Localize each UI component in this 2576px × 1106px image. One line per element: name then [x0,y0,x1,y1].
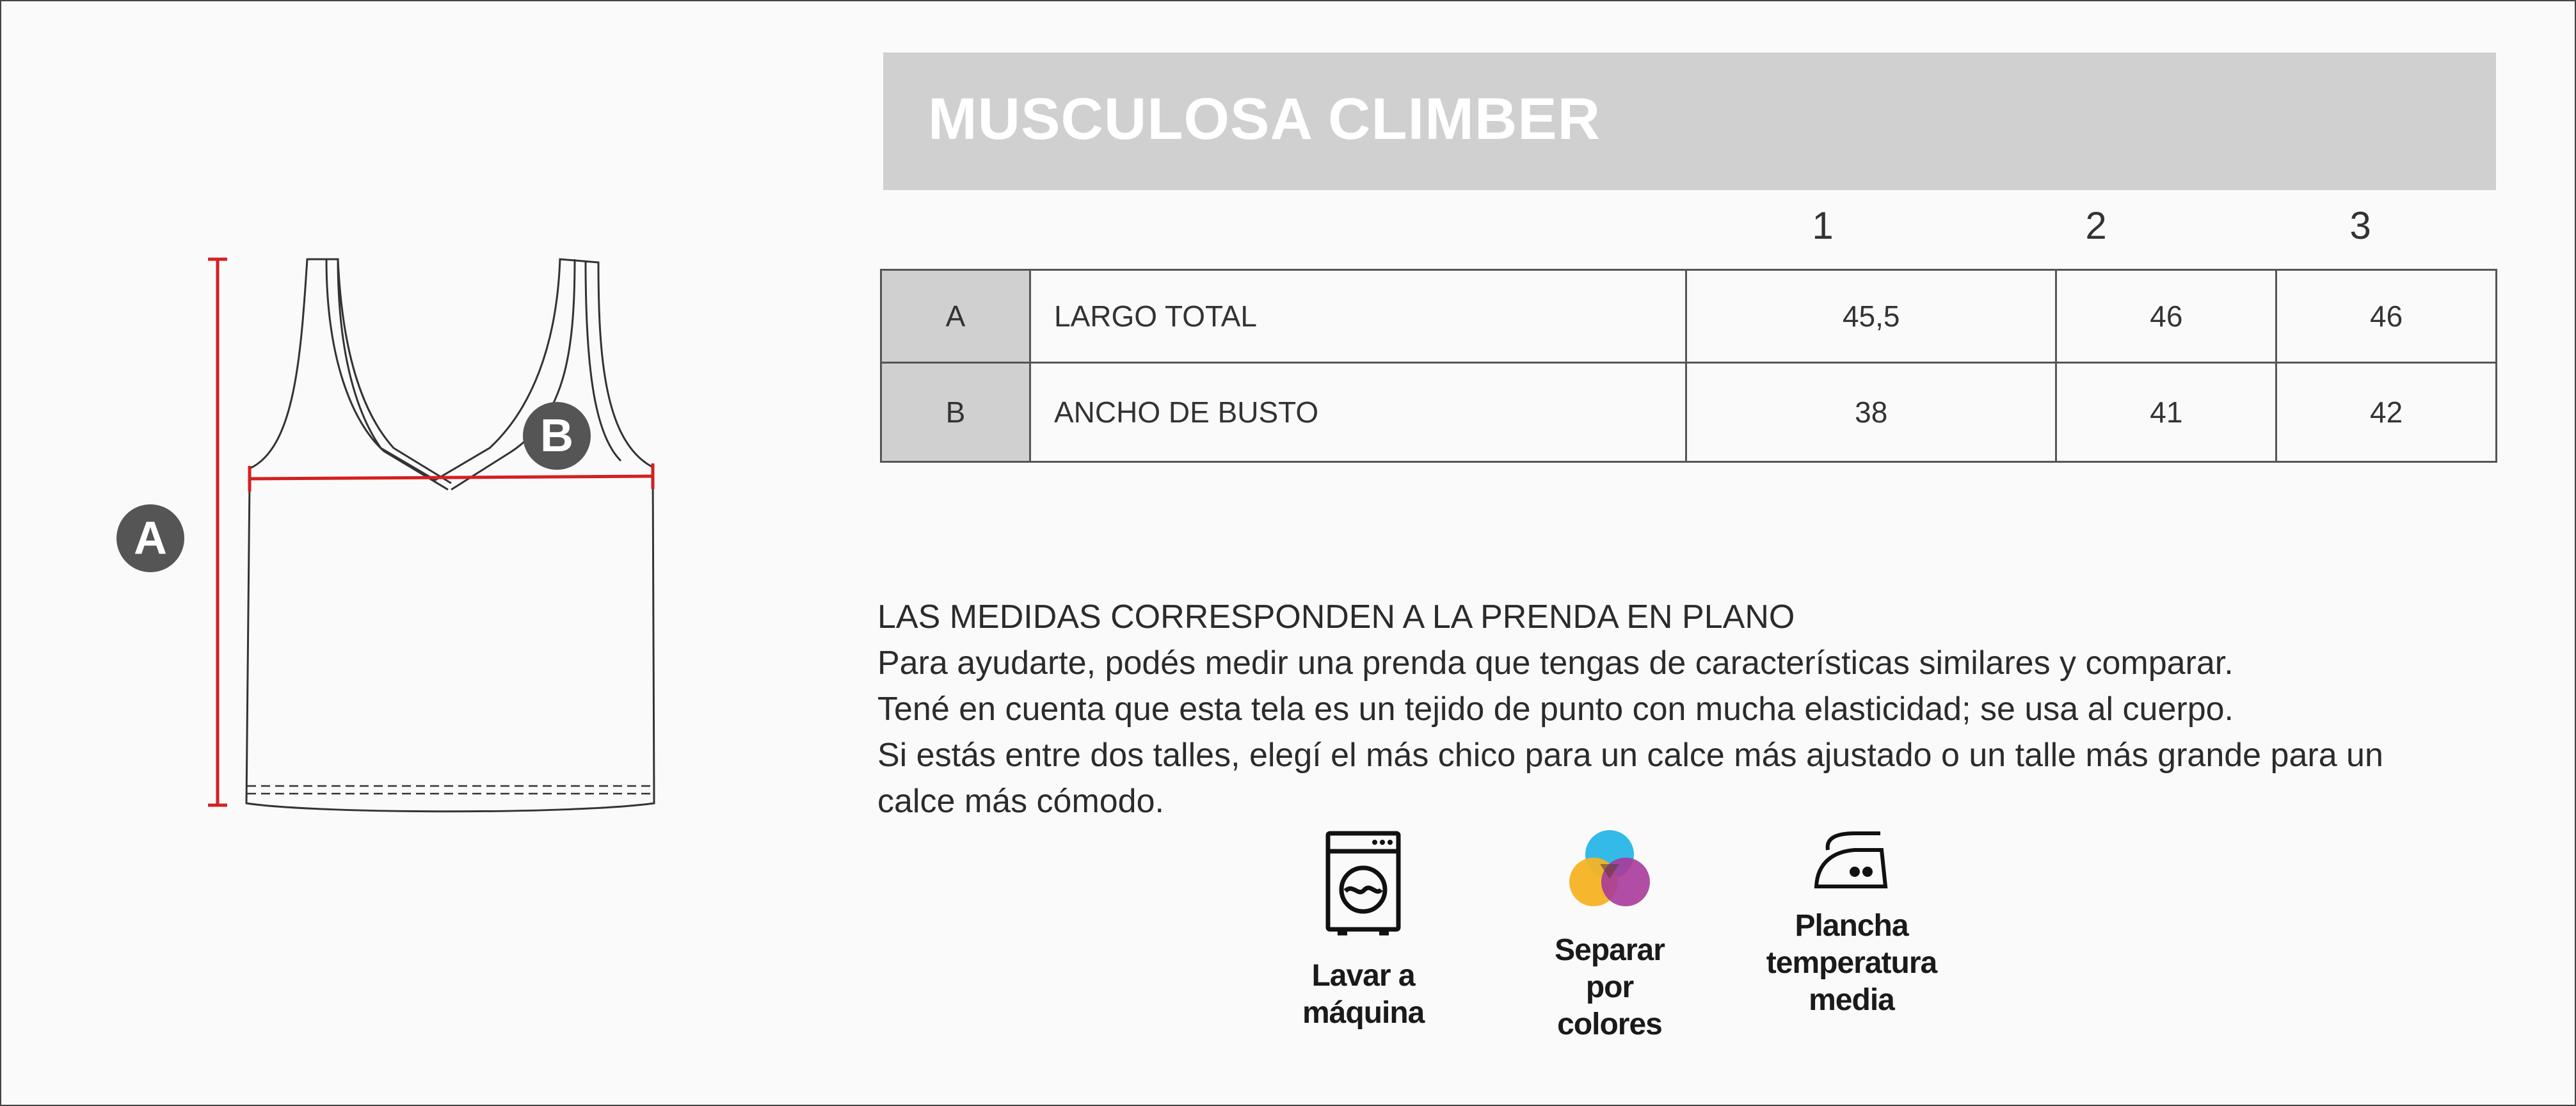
title-bar [883,52,2496,190]
size-value: 42 [2276,363,2497,462]
tank-top-outline [246,259,654,812]
row-letter: B [881,363,1030,462]
separate-colors-icon [1562,826,1658,915]
note-line: Para ayudarte, podés medir una prenda que tengas de características similares y comparar. [877,645,2234,682]
badge-a: A [116,504,184,572]
row-label: LARGO TOTAL [1030,270,1686,363]
size-value: 38 [1686,363,2056,462]
product-title: MUSCULOSA CLIMBER [928,86,1601,152]
size-value: 41 [2056,363,2276,462]
size-value: 46 [2276,270,2497,363]
note-line: Tené en cuenta que esta tela es un tejido de punto con mucha elasticidad; se usa al cuerpo. [877,691,2234,728]
care-wash [1258,826,1469,1032]
size-value: 46 [2056,270,2276,363]
size-value: 45,5 [1686,270,2056,363]
care-label: Plancha temperatura media [1766,909,1937,1017]
row-letter: A [881,270,1030,363]
measure-lines [208,259,653,805]
size-header-3: 3 [2349,204,2371,247]
size-header-2: 2 [2085,204,2107,247]
table-row [881,270,2497,363]
size-table [880,269,2497,463]
row-label: ANCHO DE BUSTO [1030,363,1686,462]
care-iron [1746,826,1957,1019]
measure-line-a [208,259,227,805]
size-header-1: 1 [1812,204,1834,247]
iron-medium-icon [1810,826,1893,896]
badge-b: B [523,402,591,470]
care-label: Lavar a máquina [1302,959,1425,1030]
measure-line-b [250,463,653,492]
care-label: Separar por colores [1555,933,1665,1041]
note-heading: LAS MEDIDAS CORRESPONDEN A LA PRENDA EN PLANO [877,598,1795,636]
care-colors [1504,826,1715,1043]
table-row [881,363,2497,462]
washing-machine-icon [1318,826,1408,941]
measurement-notes [877,594,2426,824]
note-line: Si estás entre dos talles, elegí el más chico para un calce más ajustado o un talle más grande para un calce más cómodo. [877,737,2383,820]
